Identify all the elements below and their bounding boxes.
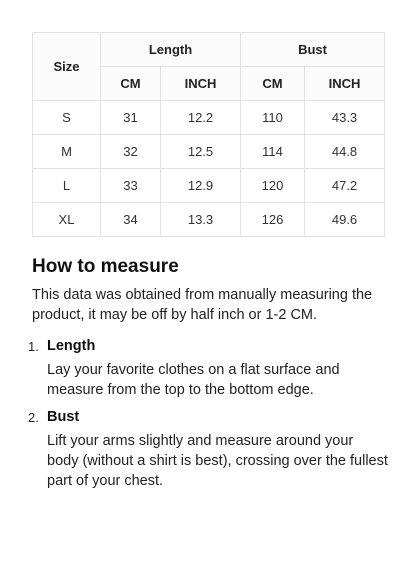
length-cm-cell: 32 [101,135,161,169]
step-description: Lift your arms slightly and measure around your body (without a shirt is best), crossing over the fullest part of your chest. [47,433,388,489]
step-title: Bust [47,409,80,425]
bust-column-header: Bust [241,33,385,67]
how-to-measure-title: How to measure [32,256,179,277]
bust-cm-header: CM [241,67,305,101]
table-row [33,169,385,203]
size-cell: L [33,169,101,203]
table-row [33,203,385,237]
length-inch-cell: 12.5 [161,135,241,169]
table-row [33,135,385,169]
bust-inch-header: INCH [305,67,385,101]
bust-inch-cell: 47.2 [305,169,385,203]
step-number: 2. [28,410,39,425]
length-cm-cell: 33 [101,169,161,203]
bust-inch-cell: 44.8 [305,135,385,169]
bust-inch-cell: 49.6 [305,203,385,237]
size-chart-table [32,32,385,237]
bust-cm-cell: 110 [241,101,305,135]
length-cm-cell: 34 [101,203,161,237]
length-inch-cell: 12.9 [161,169,241,203]
size-cell: M [33,135,101,169]
length-inch-cell: 12.2 [161,101,241,135]
measurement-disclaimer: This data was obtained from manually measuring the product, it may be off by half inch or 1-2 CM. [32,287,373,323]
step-number: 1. [28,339,39,354]
length-inch-cell: 13.3 [161,203,241,237]
bust-cm-cell: 114 [241,135,305,169]
bust-cm-cell: 120 [241,169,305,203]
measurement-steps-list [28,336,388,498]
length-cm-header: CM [101,67,161,101]
step-description: Lay your favorite clothes on a flat surface and measure from the top to the bottom edge. [47,362,340,398]
size-cell: S [33,101,101,135]
step-title: Length [47,338,96,354]
list-item [28,407,388,491]
table-row [33,101,385,135]
table-header-row [33,33,385,67]
bust-cm-cell: 126 [241,203,305,237]
size-cell: XL [33,203,101,237]
length-column-header: Length [101,33,241,67]
bust-inch-cell: 43.3 [305,101,385,135]
length-cm-cell: 31 [101,101,161,135]
list-item [28,336,388,400]
size-column-header: Size [33,33,101,101]
length-inch-header: INCH [161,67,241,101]
